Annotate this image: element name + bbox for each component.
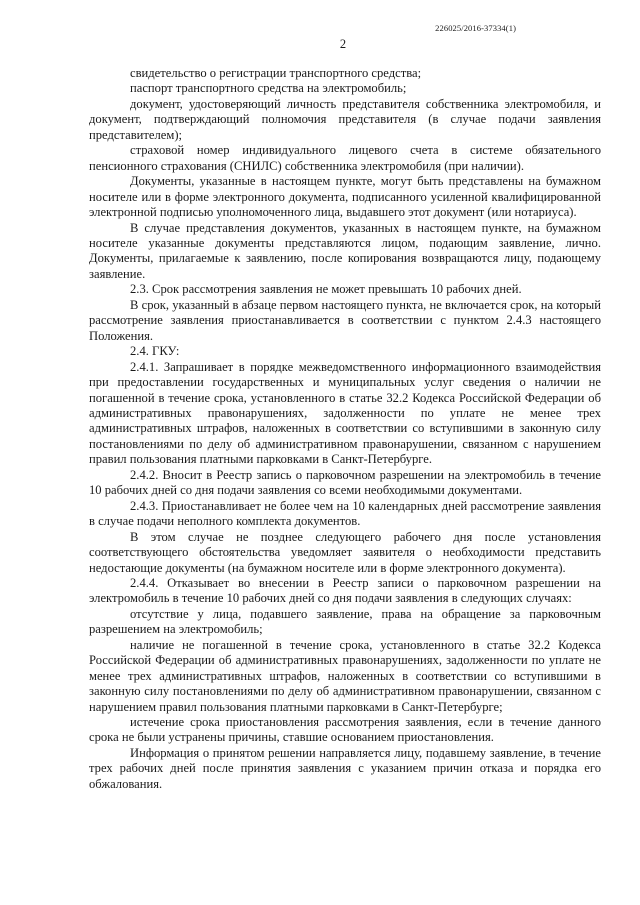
paragraph: паспорт транспортного средства на электромобиль;	[130, 81, 407, 96]
paragraph: 2.4.1. Запрашивает в порядке межведомственного информационного взаимодействия при предоставлении государственных и муниципальных услуг сведения о наличии не погашенной в течение срока, установленного в статье 32.2 Кодекса Российской Федерации об административных правонарушениях, задолженности по уплате не менее трех административных штрафов, наложенных в соответствии со вступившими в законную силу постановлениями по делу об административном правонарушении, связанном с нарушением правил пользования платными парковками в Санкт-Петербурге.	[89, 359, 601, 467]
paragraph: В срок, указанный в абзаце первом настоящего пункта, не включается срок, на который рассмотрение заявления приостанавливается в соответствии с пунктом 2.4.3 настоящего Положения.	[89, 297, 601, 343]
paragraph: В случае представления документов, указанных в настоящем пункте, на бумажном носителе указанные документы представляются лицом, подающим заявление, лично. Документы, прилагаемые к заявлению, после копирования возвращаются лицу, подающему заявление.	[89, 220, 601, 281]
paragraph: истечение срока приостановления рассмотрения заявления, если в течение данного срока не были устранены причины, ставшие основанием приостановления.	[89, 715, 601, 745]
paragraph: страховой номер индивидуального лицевого счета в системе обязательного пенсионного страхования (СНИЛС) собственника электромобиля (при наличии).	[89, 143, 601, 173]
document-body	[89, 66, 601, 792]
paragraph: 2.3. Срок рассмотрения заявления не может превышать 10 рабочих дней.	[130, 282, 522, 297]
paragraph: свидетельство о регистрации транспортного средства;	[130, 66, 422, 80]
paragraph: 2.4.3. Приостанавливает не более чем на 10 календарных дней рассмотрение заявления в случае подачи неполного комплекта документов.	[89, 498, 601, 529]
paragraph: 2.4.2. Вносит в Реестр запись о парковочном разрешении на электромобиль в течение 10 рабочих дней со дня подачи заявления со всеми необходимыми документами.	[89, 467, 601, 498]
document-id: 226025/2016-37334(1)	[435, 23, 516, 33]
paragraph: 2.4. ГКУ:	[130, 344, 180, 359]
paragraph: В этом случае не позднее следующего рабочего дня после установления соответствующего обстоятельства уведомляет заявителя о необходимости представить недостающие документы (на бумажном носителе или в форме электронного документа).	[89, 529, 601, 575]
paragraph: отсутствие у лица, подавшего заявление, права на обращение за парковочным разрешением на электромобиль;	[89, 606, 601, 637]
paragraph: документ, удостоверяющий личность представителя собственника электромобиля, и документ, подтверждающий полномочия представителя (в случае подачи заявления представителем);	[89, 96, 601, 142]
paragraph: наличие не погашенной в течение срока, установленного в статье 32.2 Кодекса Российской Федерации об административных правонарушениях, задолженности по уплате не менее трех административных штрафов, наложенных в соответствии со вступившими в законную силу постановлениями по делу об административном правонарушении, связанном с нарушением правил пользования платными парковками в Санкт-Петербурге;	[89, 637, 601, 714]
paragraph: 2.4.4. Отказывает во внесении в Реестр записи о парковочном разрешении на электромобиль в течение 10 рабочих дней со дня подачи заявления в следующих случаях:	[89, 575, 601, 606]
paragraph: Информация о принятом решении направляется лицу, подавшему заявление, в течение трех рабочих дней после принятия заявления с указанием причин отказа и порядка его обжалования.	[89, 745, 601, 791]
paragraph: Документы, указанные в настоящем пункте, могут быть представлены на бумажном носителе или в форме электронного документа, подписанного усиленной квалифицированной электронной подписью уполномоченного лица, выдавшего этот документ (или нотариуса).	[89, 174, 601, 220]
page-number: 2	[339, 37, 347, 51]
